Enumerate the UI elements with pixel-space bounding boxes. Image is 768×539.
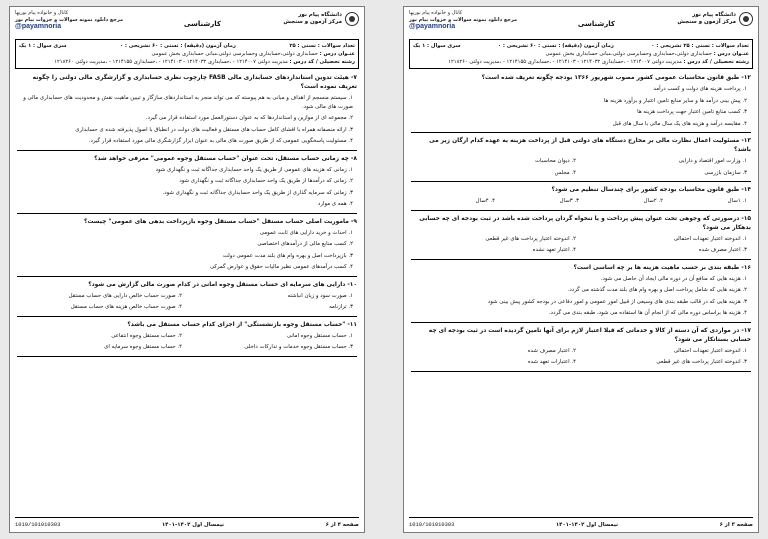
- question-text: ۱۰- دارایی های سرمایه ای حساب مستقل وجوه امانی در کدام صورت مالی گزارش می شود؟: [88, 281, 357, 288]
- footer-code: 1010/101010303: [15, 521, 61, 528]
- question-divider: [411, 210, 751, 211]
- exam-meta: [409, 40, 753, 69]
- exam-time: زمان آزمون (دقیقه) : تستی : ۶۰ تشریحی : ۰: [119, 43, 236, 49]
- brand-line-2: مرجع دانلود نمونه سوالات و جزوات پیام نور: [409, 16, 518, 23]
- question-text: ۱۴- طبق قانون محاسبات بودجه کشور برای چندسال تنظیم می شود؟: [551, 187, 751, 193]
- exam-time: زمان آزمون (دقیقه) : تستی : ۶۰ تشریحی : ۰: [497, 43, 614, 49]
- series: سری سوال : ۱ یک: [19, 43, 67, 49]
- question-item: [411, 137, 751, 182]
- question-item: [411, 264, 751, 323]
- options-list: [411, 275, 751, 318]
- answer-option: ۲. اندوخته اعتبار پرداخت های غیر قطعی: [485, 235, 576, 242]
- question-divider: [411, 181, 751, 182]
- question-text: ۱۲- طبق قانون محاسبات عمومی کشور مصوب شهریور ۱۳۶۶ بودجه چگونه تعریف شده است؟: [481, 75, 751, 81]
- answer-option: ۱. زمانی که هزینه های عمومی از طریق یک واحد حسابداری جداگانه ثبت و نگهداری شود: [155, 166, 353, 173]
- footer-code: 1010/101010303: [409, 521, 455, 528]
- page-footer: [15, 517, 359, 529]
- question-divider: [17, 316, 357, 317]
- questions-list: [409, 69, 753, 372]
- questions-list: [15, 69, 359, 357]
- brand-block: [15, 10, 135, 30]
- answer-option: ۴. اعتبارات تعهد شده: [527, 359, 576, 365]
- answer-option: ۱. صورت سود و زیان انباشته: [287, 292, 353, 299]
- answer-option: ۲. حساب مستقل وجوه انتفاعی: [111, 332, 182, 339]
- question-text: ۱۱- "حساب مستقل وجوه بازنشستگی" از اجزای کدام حساب مستقل می باشد؟: [127, 321, 357, 328]
- answer-option: ۴. مجلس: [554, 169, 576, 176]
- answer-option: ۱. پرداخت هزینه های دولت و کسب درآمد: [653, 86, 747, 92]
- field-codes: مدیریت دولتی ۱۲۱۴۰۰۷ - ،حسابداری ۱۲۱۴۰۳۲ - ۱۲۱۴۱۰۳ - ،حسابداری ۱۲۱۴۱۵۵ - ،مدیریت دولتی ۱۲۱۸۲۶۰: [448, 59, 682, 65]
- answer-option: ۱. اندوخته اعتبار تعهدات احتمالی: [673, 347, 747, 354]
- question-count: تعداد سوالات : تستی : ۲۵: [289, 43, 355, 49]
- answer-option: ۴. ۴سال: [475, 198, 495, 204]
- question-item: [17, 155, 357, 214]
- options-list: [17, 332, 357, 352]
- university-logo-icon: [345, 12, 359, 26]
- options-list: [17, 94, 357, 146]
- options-list: [17, 166, 357, 209]
- answer-option: ۱. احداث و خرید دارایی های ثابت عمومی: [259, 229, 353, 236]
- answer-option: ۱. اندوخته اعتبار تعهدات احتمالی: [673, 235, 747, 242]
- answer-option: ۱. ۱سال: [727, 198, 747, 204]
- question-divider: [411, 371, 751, 372]
- question-text: ۱۳- مسئولیت اعمال نظارت مالی بر مخارج دستگاه های دولتی قبل از پرداخت هزینه به عهده کدام ارگان زیر می باشد؟: [429, 138, 751, 153]
- brand-line-1: کانال و خانواده پیام نوریها: [409, 10, 463, 16]
- course-name: حسابداری دولتی،حسابداری وحسابرسی دولتی،مبانی حسابداری بخش عمومی: [151, 51, 318, 57]
- options-list: [17, 292, 357, 312]
- footer-page: صفحه ۳ از ۶: [719, 521, 753, 528]
- answer-option: ۲. صورت حساب خالص دارایی های حساب مستقل: [68, 292, 182, 299]
- answer-option: ۴. حساب مستقل وجوه سرمایه ای: [104, 344, 182, 350]
- answer-option: ۲. ۲سال: [643, 198, 663, 204]
- question-text: ۹- ماموریت اصلی حساب مستقل "حساب مستقل وجوه بازپرداخت بدهی های عمومی" چیست؟: [84, 218, 357, 225]
- university-sub: مرکز آزمون و سنجش: [677, 19, 736, 25]
- answer-option: ۳. سازمان بازرسی: [704, 169, 747, 176]
- question-divider: [411, 322, 751, 323]
- university-block: [283, 12, 359, 26]
- university-name: دانشگاه پیام نور: [692, 12, 736, 18]
- answer-option: ۲. دیوان محاسبات: [534, 158, 576, 164]
- answer-option: ۲. هزینه هایی که شامل پرداخت اصل و بهره وام های بلند مدت گذشته می گردد.: [567, 287, 747, 293]
- question-text: ۱۵- درصورتی که وجوهی تحت عنوان پیش پرداخت و یا تنخواه گردان پرداخت شده باشد در ثبت بودجه ای چه حسابی بدهکار می شود؟: [419, 215, 751, 231]
- brand-line-2: مرجع دانلود نمونه سوالات و جزوات پیام نور: [15, 16, 124, 23]
- answer-option: ۲. زمانی که درآمدها از طریق یک واحد حسابداری جداگانه ثبت و نگهداری شود: [179, 178, 353, 184]
- answer-option: ۴. همه ی موارد: [317, 201, 353, 207]
- page-header: [409, 10, 753, 40]
- exam-page-3: [403, 6, 759, 533]
- answer-option: ۴. اعتبار تعهد نشده: [532, 247, 576, 253]
- answer-option: ۳. زمانی که سرمایه گذاری از طریق یک واحد حسابداری جداگانه ثبت و نگهداری شود.: [162, 189, 353, 196]
- answer-option: ۴. صورت حساب خالص هزینه های حساب مستقل: [70, 304, 182, 310]
- answer-option: ۲. مجموعه ای از موازین و استانداردها که به عنوان دستورالعمل مورد استفاده قرار می گیرد.: [145, 115, 353, 121]
- course-label: عنـوان درس :: [713, 51, 749, 57]
- question-text: ۸- چه زمانی حساب مستقل، تحت عنوان "حساب مستقل وجوه عمومی" معرفی خواهد شد؟: [94, 155, 357, 162]
- question-divider: [17, 150, 357, 151]
- university-name: دانشگاه پیام نور: [298, 12, 342, 18]
- university-logo-icon: [739, 12, 753, 26]
- field-label: رشته تحصیلی / کد درس :: [683, 59, 749, 65]
- options-list: [411, 85, 751, 128]
- answer-option: ۴. مقایسه درآمد و هزینه های یک سال مالی با سال های قبل: [612, 120, 747, 127]
- answer-option: ۱. حساب مستقل وجوه امانی: [286, 332, 353, 339]
- options-list: [17, 229, 357, 272]
- university-block: [677, 12, 753, 26]
- course-label: عنـوان درس :: [319, 51, 355, 57]
- answer-option: ۳. ترازنامه: [329, 304, 353, 310]
- brand-site: @payamnoria: [409, 23, 456, 30]
- options-list: [411, 235, 751, 255]
- footer-term: نیمسال اول ۱۴۰۲-۱۴۰۱: [161, 521, 225, 528]
- answer-option: ۴. مسئولیت پاسخگویی عمومی که از طریق صورت های مالی به عنوان ابزار گزارشگری مالی مورد استفاده قرار گیرد.: [88, 138, 353, 144]
- options-list: [411, 157, 751, 177]
- course-name: حسابداری دولتی،حسابداری وحسابرسی دولتی،مبانی حسابداری بخش عمومی: [545, 51, 712, 57]
- answer-option: ۱. وزارت امور اقتصاد و دارایی: [678, 158, 747, 164]
- exam-kind: کارشناسی: [577, 20, 615, 28]
- answer-option: ۱. سیستم منسجم از اهداف و مبانی به هم پیوسته که می تواند منجر به استانداردهای سازگار و تبیین ماهیت نقش و محدودیت های حسابداری مالی و صورت های مالی شود.: [23, 95, 353, 110]
- question-text: ۱۷- در مواردی که آن دسته از کالا و خدماتی که قبلا اعتبار لازم برای آنها تامین گردیده است در ثبت بودجه ای چه حسابی بستانکار می شود؟: [428, 327, 751, 343]
- answer-option: ۳. حساب مستقل وجوه خدمات و تدارکات داخلی: [244, 344, 353, 350]
- answer-option: ۴. هزینه ها براساس دوره مالی که از انجام آن ها استفاده می شود، طبقه بندی می گردد.: [548, 310, 747, 316]
- question-item: [17, 281, 357, 317]
- footer-page: صفحه ۴ از ۶: [325, 521, 359, 528]
- question-item: [411, 327, 751, 372]
- answer-option: ۲. اعتبار مصرف شده: [527, 347, 576, 354]
- question-divider: [17, 356, 357, 357]
- question-item: [411, 74, 751, 133]
- answer-option: ۴. کسب درآمدهای عمومی نظیر مالیات حقوق و عوارض گمرکی: [209, 264, 353, 270]
- question-divider: [17, 276, 357, 277]
- brand-block: [409, 10, 529, 30]
- question-text: ۱۶- طبقه بندی بر حسب ماهیت هزینه ها بر چه اساسی است؟: [573, 264, 751, 271]
- brand-line-1: کانال و خانواده پیام نوریها: [15, 10, 69, 16]
- answer-option: ۳. ارائه منصفانه همراه با افشای کامل حساب های مستقل و فعالیت های دولت در انطباق با اصول پذیرفته شده ی حسابداری: [75, 126, 353, 133]
- question-item: [17, 321, 357, 357]
- page-header: [15, 10, 359, 40]
- footer-term: نیمسال اول ۱۴۰۲-۱۴۰۱: [555, 521, 619, 528]
- answer-option: ۳. ۳سال: [559, 198, 579, 204]
- question-item: [411, 186, 751, 211]
- brand-site: @payamnoria: [15, 23, 62, 30]
- options-list: [411, 197, 751, 206]
- page-footer: [409, 517, 753, 529]
- exam-kind: کارشناسی: [183, 20, 221, 28]
- exam-meta: [15, 40, 359, 69]
- answer-option: ۳. کسب منابع تامین اعتبار جهت پرداخت هزینه ها: [637, 109, 747, 115]
- answer-option: ۱. هزینه هایی که منافع آن در دوره مالی ایجاد آن حاصل می شود.: [600, 275, 747, 282]
- question-item: [411, 215, 751, 260]
- field-codes: مدیریت دولتی ۱۲۱۴۰۰۷ - ،حسابداری ۱۲۱۴۰۳۲ - ۱۲۱۴۱۰۳ - ،حسابداری ۱۲۱۴۱۵۵ - ،مدیریت دولتی ۱۲۱۸۲۶۰: [54, 59, 288, 65]
- question-count: تعداد سوالات : تستی : ۲۵ تشریحی : ۰: [651, 43, 749, 49]
- answer-option: ۳. بازپرداخت اصل و بهره وام های بلند مدت عمومی دولت: [222, 252, 353, 259]
- question-divider: [17, 213, 357, 214]
- question-text: ۷- هیئت تدوین استانداردهای حسابداری مالی FASB چارچوب نظری حسابداری و گزارشگری مالی دولتی را چگونه تعریف نموده است؟: [32, 75, 357, 90]
- series: سری سوال : ۱ یک: [413, 43, 461, 49]
- exam-page-4: [9, 6, 365, 533]
- answer-option: ۲. کسب منابع مالی از درآمدهای اختصاصی: [257, 241, 353, 247]
- question-item: [17, 218, 357, 277]
- question-item: [17, 74, 357, 151]
- question-divider: [411, 259, 751, 260]
- answer-option: ۳. اندوخته اعتبار پرداخت های غیر قطعی: [656, 359, 747, 365]
- field-label: رشته تحصیلی / کد درس :: [289, 59, 355, 65]
- answer-option: ۲. پیش بینی درآمد ها و سایر منابع تامین اعتبار و برآورد هزینه ها: [603, 97, 747, 104]
- university-sub: مرکز آزمون و سنجش: [283, 19, 342, 25]
- options-list: [411, 347, 751, 367]
- answer-option: ۳. اعتبار مصرف شده: [698, 247, 747, 253]
- question-divider: [411, 132, 751, 133]
- answer-option: ۳. هزینه هایی که در قالب طبقه بندی های وسیعی از قبیل امور عمومی و امور دفاعی در بودجه کشور پیش بینی شود: [487, 298, 747, 305]
